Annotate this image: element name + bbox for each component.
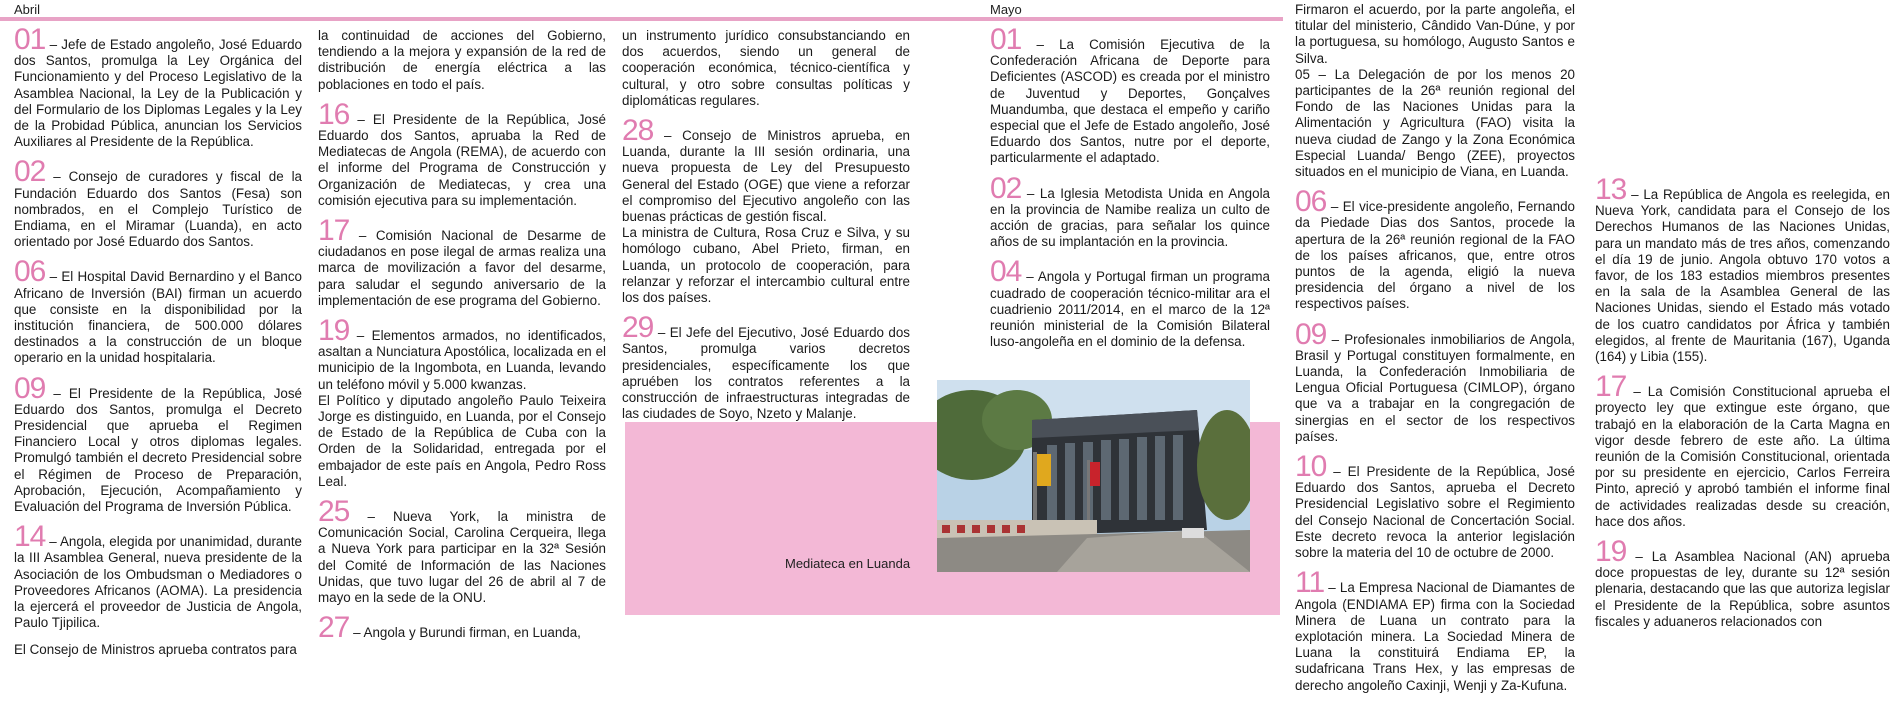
column-1 [14, 23, 302, 658]
entry-text: – El Hospital David Bernardino y el Banco Africano de Inversión (BAI) firman un acuerdo que consiste en la disponibilidad por la institución financiera, de 500.000 dólares destinados a la construcción de un bloque operario en la unidad hospitalaria. [14, 269, 302, 366]
chronology-entry [990, 255, 1270, 350]
chronology-entry [990, 171, 1270, 251]
column-4 [990, 23, 1270, 360]
entry-extra-text: La ministra de Cultura, Rosa Cruz e Silva, y su homólogo cubano, Abel Prieto, firman, en Luanda, un protocolo de cooperación, para relanzar y reforzar el intercambio cultural entre los dos países. [622, 225, 910, 306]
entry-text: – El Presidente de la República, José Eduardo dos Santos, aprueba el Decreto Presidencial Legislativo sobre el Regimiento del Consejo Nacional de Concertación Social. Este decreto revoca la anterior legislación sobre la materia del 10 de octubre de 2000. [1295, 464, 1575, 561]
entry-text: – Consejo de Ministros aprueba, en Luanda, durante la III sesión ordinaria, una nueva propuesta de Ley del Presupuesto General del Estado (OGE) que viene a reforzar el compromiso del Ejecutivo angoleño con las buenas prácticas de gestión fiscal. [622, 128, 910, 225]
day-number: 25 [318, 495, 350, 529]
chronology-entry [1295, 566, 1575, 693]
day-number: 11 [1295, 566, 1325, 600]
day-number: 27 [318, 611, 350, 645]
chronology-entry [14, 255, 302, 366]
day-number: 19 [1595, 535, 1627, 569]
day-number: 01 [14, 23, 46, 56]
entry-text: – La Empresa Nacional de Diamantes de Angola (ENDIAMA EP) firma con la Sociedad Minera de Luana un contrato para la explotación minera. La Sociedad Minera de Luana la constituirá Endiama EP, la sudafricana Trans Hex, y las empresas de derecho angoleño Caxinji, Wenji y Za-Kufuna. [1295, 580, 1575, 693]
day-number: 04 [990, 255, 1022, 289]
column-6 [1595, 173, 1890, 640]
day-number: 09 [14, 371, 46, 405]
column-5 [1295, 2, 1575, 704]
chronology-entry [1595, 535, 1890, 630]
day-number: 17 [1595, 370, 1627, 404]
entry-text: – La Asamblea Nacional (AN) aprueba doce propuestas de ley, durante su 12ª sesión plenaria, destacando que las que autoriza legislar el Presidente de la República, sobre asuntos fiscales y aduaneros relacionados con [1595, 549, 1890, 629]
chronology-entry [1595, 173, 1890, 365]
entry-text: – La República de Angola es reelegida, en Nueva York, candidata para el Consejo de los Derechos Humanos de las Naciones Unidas, para un mandato más de tres años, comenzando el día 19 de junio. Angola obtuvo 170 votos a favor, de los 183 estadios miembros presentes en la sala de la Asamblea General de las Naciones Unidas, siendo el Estado más votado de los cuatro candidatos por África y también elegidos, al frente de Mauritania (167), Uganda (164) y Libia (155). [1595, 187, 1890, 365]
entry-text: – La Comisión Ejecutiva de la Confederación Africana de Deporte para Deficientes (ASCOD) es creada por el ministro de Juventud y Deportes, Gonçalves Muandumba, que destaca el empeño y cariño especial que el Jefe de Estado angoleño, José Eduardo dos Santos, nutre por el deporte, particularmente el adaptado. [990, 37, 1270, 166]
chronology-entry [318, 314, 606, 490]
day-number: 19 [318, 314, 350, 348]
chronology-entry [1295, 317, 1575, 445]
month-label-may: Mayo [990, 2, 1022, 17]
chronology-entry [622, 114, 910, 306]
entry-text: – Angola y Burundi firman, en Luanda, [349, 625, 581, 641]
paragraph: 05 – La Delegación de por los menos 20 participantes de la 26ª reunión regional del Fondo de las Naciones Unidas para la Alimentación y Agricultura (FAO) visita la nueva ciudad de Zango y la Zona Económica Especial Luanda/ Bengo (ZEE), proyectos situados en el municipio de Viana, en Luanda. [1295, 66, 1575, 180]
day-number: 09 [1295, 317, 1327, 351]
day-number: 06 [14, 255, 46, 289]
day-number: 17 [318, 214, 350, 248]
chronology-entry [14, 155, 302, 250]
entry-text: – Comisión Nacional de Desarme de ciudadanos en pose ilegal de armas realiza una marca de movilización a favor del desarme, para saludar el segundo aniversario de la implementación de ese programa del Gobierno. [318, 228, 606, 308]
column-3 [622, 28, 910, 432]
chronology-entry [1295, 185, 1575, 312]
paragraph: la continuidad de acciones del Gobierno, tendiendo a la mejora y expansión de la red de distribución de energía eléctrica a las poblaciones en todo el país. [318, 28, 606, 92]
chronology-entry [622, 311, 910, 422]
photo-caption: Mediateca en Luanda [785, 556, 911, 571]
day-number: 06 [1295, 185, 1327, 219]
entry-text: – Angola, elegida por unanimidad, durante la III Asamblea General, nueva presidente de la Asociación de los Ombudsman o Mediadores o Proveedores Africanos (AOMA). La presidencia la ejercerá el proveedor de Justicia de Angola, Paulo Tjipilica. [14, 534, 302, 631]
paragraph: Firmaron el acuerdo, por la parte angoleña, el titular del ministerio, Cândido Van-Dúne, y por la portuguesa, su homólogo, Augusto Santos e Silva. [1295, 2, 1575, 66]
month-label-april: Abril [14, 2, 41, 17]
entry-text: – El vice-presidente angoleño, Fernando da Piedade Dias dos Santos, procede la apertura de la 26ª reunión regional de la FAO de los países africanos, que, entre otros puntos de la agenda, eligió la nueva presidencia del órgano a nivel de los respectivos países. [1295, 199, 1575, 312]
entry-text: – La Iglesia Metodista Unida en Angola en la provincia de Namibe realiza un culto de acción de gracias, para señalar los quince años de su implantación en la provincia. [990, 185, 1270, 250]
day-number: 29 [622, 311, 654, 345]
chronology-entry [14, 371, 302, 516]
mediateca-photo [937, 380, 1250, 572]
paragraph: un instrumento jurídico consubstanciando en dos acuerdos, siendo un general de cooperación económica, técnico-científica y cultural, y otro sobre consultas políticas y diplomáticas regulares. [622, 28, 910, 108]
entry-text: – Jefe de Estado angoleño, José Eduardo dos Santos, promulga la Ley Orgánica del Funcionamiento y del Proceso Legislativo de la Asamblea Nacional, la Ley de la Publicación y del Formulario de los Diplomas Legales y la Ley de la Probidad Pública, anuncian los Servicios Auxiliares al Presidente de la República. [14, 37, 302, 150]
entry-text: – El Presidente de la República, José Eduardo dos Santos, promulga el Decreto Presidencial que aprueba el Regimen Financiero Local y otros diplomas legales. Promulgó también el decreto Presidencial sobre el Régimen de Proceso de Preparación, Aprobación, Ejecución, Acompañamiento y Evaluación del Programa de Inversión Pública. [14, 385, 302, 515]
column-2 [318, 28, 606, 652]
chronology-entry [318, 97, 606, 209]
day-number: 14 [14, 520, 46, 554]
day-number: 10 [1295, 450, 1327, 484]
day-number: 01 [990, 23, 1022, 56]
chronology-entry [14, 23, 302, 150]
entry-text: – Profesionales inmobiliarios de Angola, Brasil y Portugal constituyen formalmente, en Luanda, la Confederación Inmobiliaria de Lengua Oficial Portuguesa (CIMLOP), órgano que va a trabajar en la congregación de sinergias en el sector de los respectivos países. [1295, 331, 1575, 444]
day-number: 28 [622, 114, 654, 148]
day-number: 02 [990, 171, 1022, 205]
header-rule [0, 17, 1283, 21]
entry-text: – El Jefe del Ejecutivo, José Eduardo dos Santos, promulga varios decretos presidenciales, específicamente los que apruében los contratos referentes a la construcción de infraestructuras integradas de las ciudades de Soyo, Nzeto y Malanje. [622, 325, 910, 422]
entry-extra-text: El Político y diputado angoleño Paulo Teixeira Jorge es distinguido, en Luanda, por el Consejo de Estado de la República de Cuba con la Orden de la Solidaridad, entregada por el embajador de este país en Angola, Pedro Ross Leal. [318, 392, 606, 489]
chronology-entry [1295, 450, 1575, 561]
entry-text: – La Comisión Constitucional aprueba el proyecto ley que extingue este órgano, que trabajó en la elaboración de la Carta Magna en vigor desde febrero de este año. La última reunión de la Comisión Constitucional, orientada por su presidente en ejercicio, Carlos Ferreira Pinto, apreció y aprobó también el informe final de actividades realizadas desde su creación, hace dos años. [1595, 384, 1890, 529]
entry-text: – El Presidente de la República, José Eduardo dos Santos, apruaba la Red de Mediatecas de Angola (REMA), de acuerdo con el informe del Programa de Construcción y Organización de Mediatecas, y crea una comisión ejecutiva para su implementación. [318, 111, 606, 208]
entry-text: – Nueva York, la ministra de Comunicación Social, Carolina Cerqueira, llega a Nueva York para participar en la 32ª Sesión del Comité de Información de las Naciones Unidas, que tuvo lugar del 26 de abril al 7 de mayo en la sede de la ONU. [318, 509, 606, 606]
entry-text: – Elementos armados, no identificados, asaltan a Nunciatura Apostólica, localizada en el municipio de la Ingombota, en Luanda, levando un teléfono móvil y 5.000 kwanzas. [318, 328, 606, 392]
chronology-entry [318, 214, 606, 309]
entry-text: – Consejo de curadores y fiscal de la Fundación Eduardo dos Santos (Fesa) son nombrados, en el Complejo Turístico de Endiama, en el Miramar (Luanda), en acto orientado por José Eduardo dos Santos. [14, 169, 302, 250]
chronology-entry [318, 611, 606, 645]
paragraph: El Consejo de Ministros aprueba contratos para [14, 641, 297, 657]
chronology-entry [990, 23, 1270, 167]
day-number: 16 [318, 97, 350, 131]
chronology-entry [318, 495, 606, 606]
chronology-entry [14, 520, 302, 631]
entry-text: – Angola y Portugal firman un programa cuadrado de cooperación técnico-militar ara el cuadrienio 2011/2014, en el marco de la 12ª reunión ministerial de la Comisión Bilateral luso-angoleña en el dominio de la defensa. [990, 269, 1270, 350]
day-number: 13 [1595, 173, 1627, 206]
chronology-entry [1595, 370, 1890, 530]
day-number: 02 [14, 155, 46, 189]
